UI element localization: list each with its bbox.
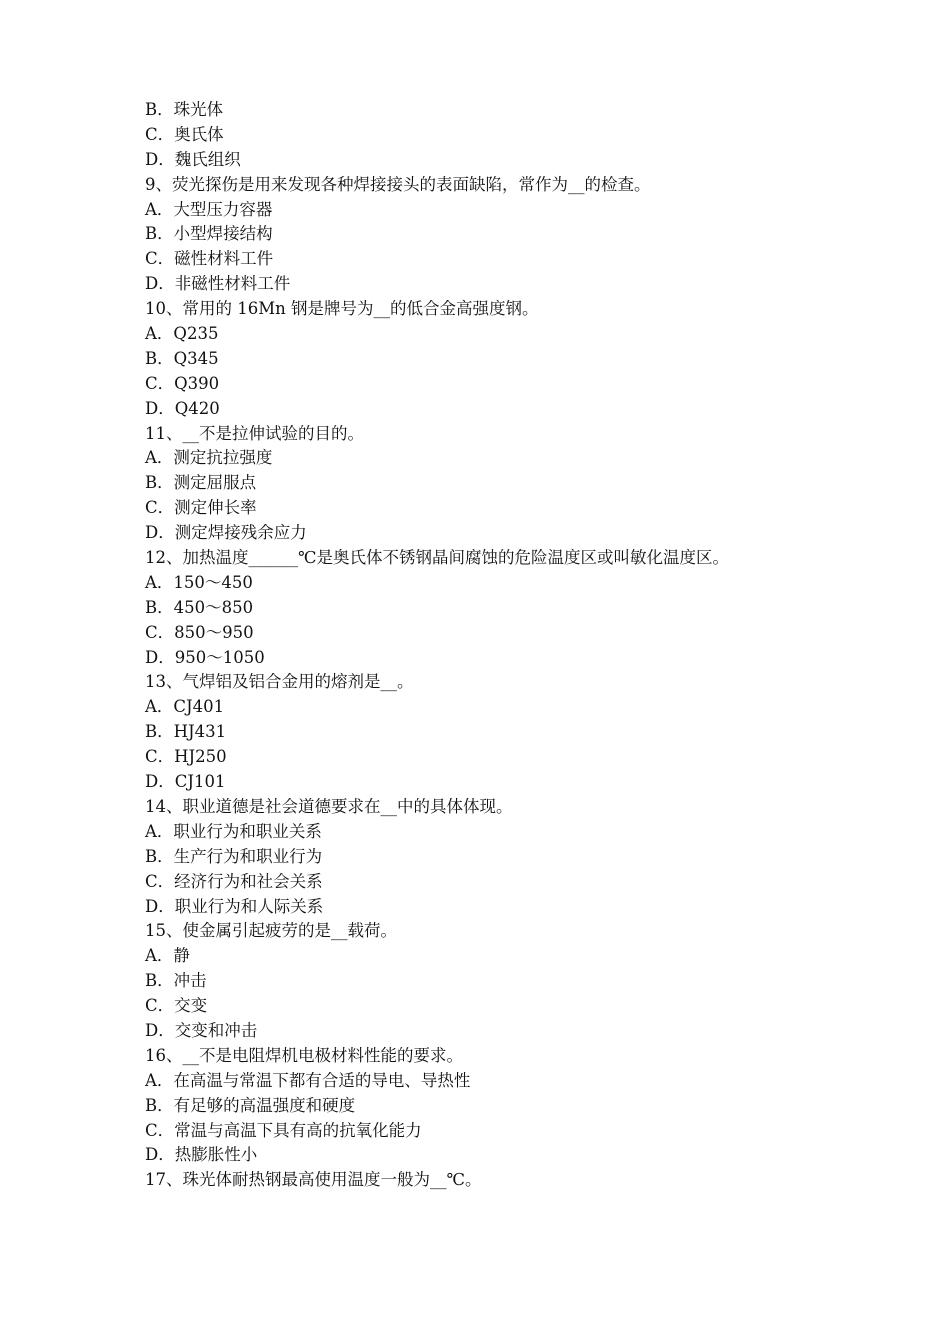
option-line: D．交变和冲击 <box>145 1020 258 1040</box>
option-line: B．测定屈服点 <box>145 473 257 493</box>
option-line: C．交变 <box>145 996 208 1016</box>
option-line: D．职业行为和人际关系 <box>145 896 324 916</box>
option-line: D．热膨胀性小 <box>145 1145 258 1165</box>
option-line: A．大型压力容器 <box>145 199 273 219</box>
question-line: 14、职业道德是社会道德要求在__中的具体体现。 <box>145 796 513 816</box>
option-line: A．Q235 <box>145 324 219 344</box>
option-line: A．职业行为和职业关系 <box>145 821 322 841</box>
option-line: A．静 <box>145 946 190 966</box>
option-line: A．CJ401 <box>145 697 225 717</box>
question-line: 12、加热温度______℃是奥氏体不锈钢晶间腐蚀的危险温度区或叫敏化温度区。 <box>145 548 729 568</box>
option-line: C．经济行为和社会关系 <box>145 871 323 891</box>
question-line: 16、__不是电阻焊机电极材料性能的要求。 <box>145 1045 463 1065</box>
option-line: C．测定伸长率 <box>145 498 257 518</box>
question-list <box>145 98 935 1193</box>
question-line: 10、常用的 16Mn 钢是牌号为__的低合金高强度钢。 <box>145 299 539 319</box>
option-line: B．冲击 <box>145 971 207 991</box>
option-line: B．小型焊接结构 <box>145 224 273 244</box>
option-line: A．测定抗拉强度 <box>145 448 273 468</box>
option-line: B．HJ431 <box>145 722 227 742</box>
option-line: C．850～950 <box>145 622 254 642</box>
option-line: D．测定焊接残余应力 <box>145 523 307 543</box>
option-line: D．CJ101 <box>145 772 226 792</box>
option-line: C．Q390 <box>145 373 220 393</box>
option-line: B．Q345 <box>145 348 219 368</box>
question-line: 11、__不是拉伸试验的目的。 <box>145 423 364 443</box>
option-line: C．HJ250 <box>145 747 227 767</box>
question-line: 17、珠光体耐热钢最高使用温度一般为__℃。 <box>145 1170 482 1190</box>
question-line: 9、荧光探伤是用来发现各种焊接接头的表面缺陷，常作为__的检查。 <box>145 174 651 194</box>
text-line: C．奥氏体 <box>145 124 224 144</box>
option-line: C．磁性材料工件 <box>145 249 274 269</box>
option-line: A．在高温与常温下都有合适的导电、导热性 <box>145 1070 471 1090</box>
option-line: C．常温与高温下具有高的抗氧化能力 <box>145 1120 422 1140</box>
option-line: D．Q420 <box>145 398 220 418</box>
option-line: D．非磁性材料工件 <box>145 274 291 294</box>
text-line: B．珠光体 <box>145 100 224 119</box>
option-line: B．450～850 <box>145 597 254 617</box>
option-line: B．生产行为和职业行为 <box>145 846 323 866</box>
option-line: D．950～1050 <box>145 647 265 667</box>
option-line: A．150～450 <box>145 572 253 592</box>
text-line: D．魏氏组织 <box>145 149 241 169</box>
question-line: 13、气焊铝及铝合金用的熔剂是__。 <box>145 672 414 692</box>
option-line: B．有足够的高温强度和硬度 <box>145 1095 356 1115</box>
question-line: 15、使金属引起疲劳的是__载荷。 <box>145 921 397 941</box>
